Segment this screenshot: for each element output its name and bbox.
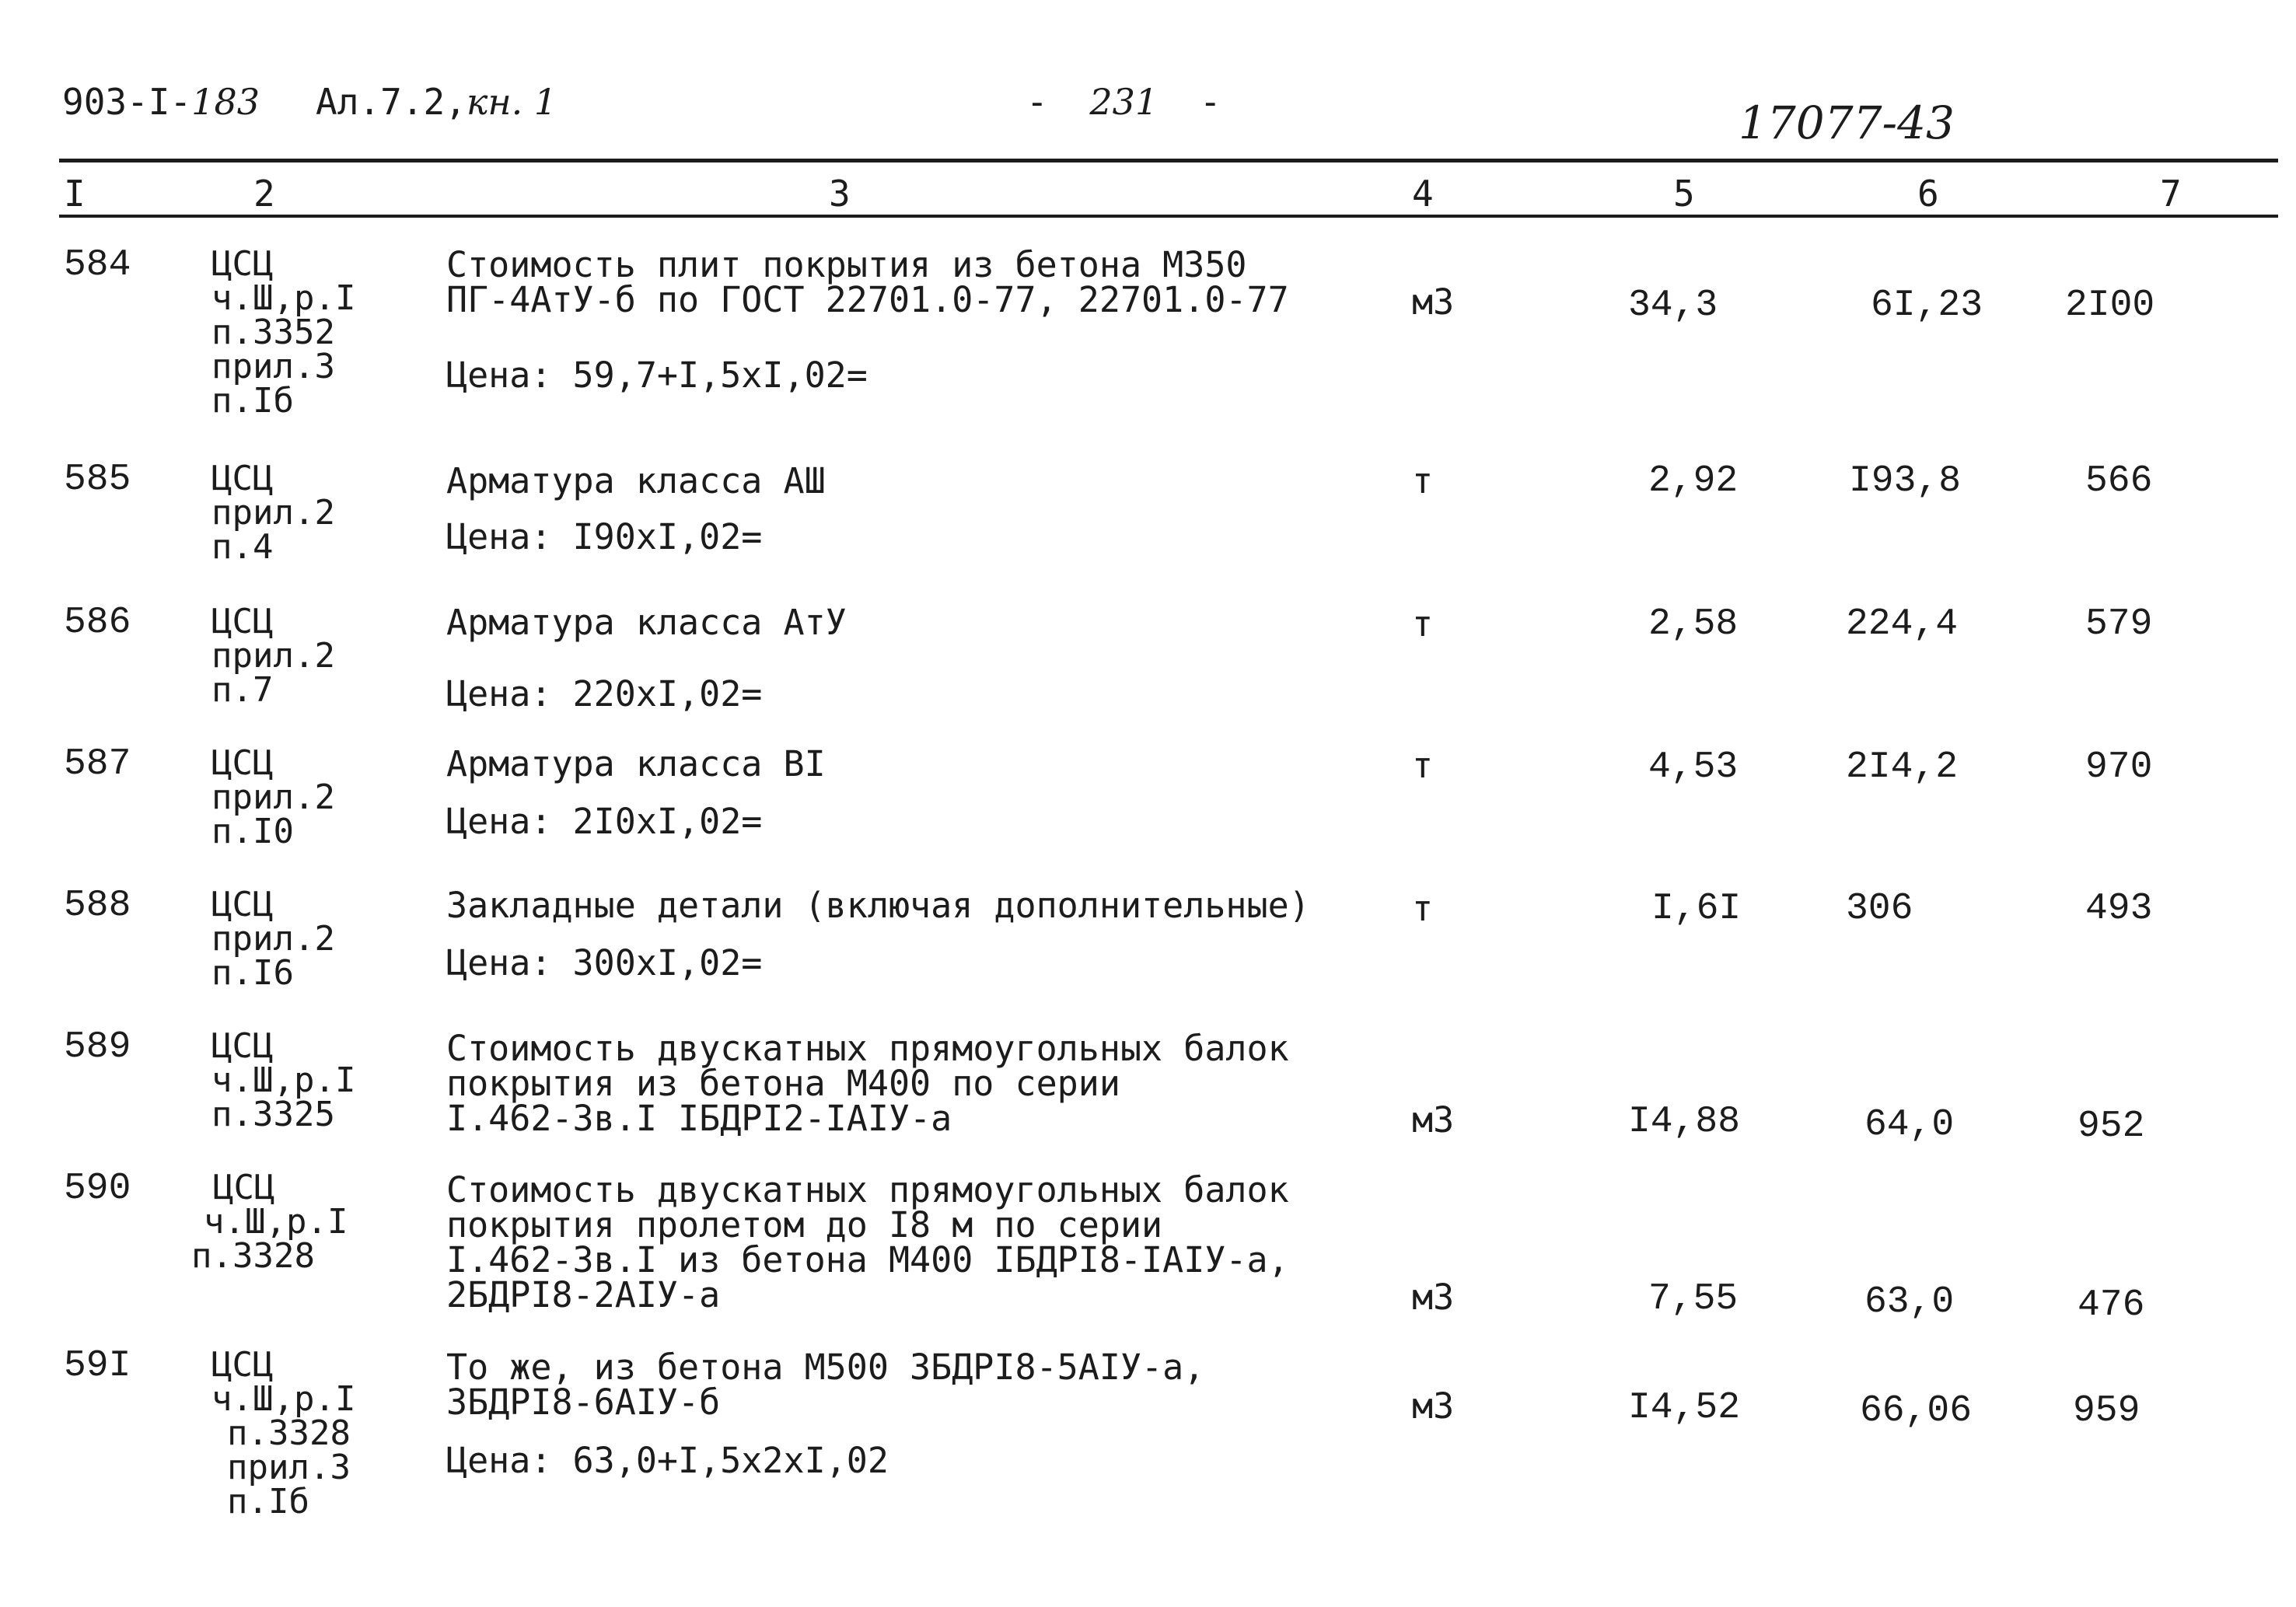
unit-cost-cell: 306	[1846, 888, 1913, 930]
row-number: 589	[64, 1026, 131, 1068]
series-prefix: 903-I-	[62, 81, 192, 123]
unit-cost-cell: 64,0	[1864, 1104, 1955, 1146]
description-cell	[446, 602, 847, 643]
description-cell	[446, 743, 826, 784]
reference-cell	[211, 885, 335, 993]
description-line: 2БДРI8-2АIУ-а	[446, 1274, 721, 1315]
unit-cost-cell: 63,0	[1864, 1281, 1955, 1323]
unit-cell: м3	[1412, 1099, 1455, 1141]
reference-cell	[211, 459, 335, 567]
description-line: ПГ-4АтУ-б по ГОСТ 22701.0-77, 22701.0-77	[446, 279, 1289, 320]
description-line: покрытия из бетона М400 по серии	[446, 1063, 1120, 1104]
row-number: 587	[64, 743, 131, 785]
price-formula: Цена: 300хI,02=	[446, 942, 763, 983]
reference-line: п.4	[211, 527, 274, 567]
table-top-rule	[59, 159, 2278, 162]
unit-cell: м3	[1412, 281, 1455, 323]
quantity-cell: 4,53	[1648, 746, 1739, 788]
reference-line: прил.3	[211, 347, 335, 386]
reference-line: ч.Ш,р.I	[211, 1060, 356, 1100]
album-handwritten: кн. 1	[466, 81, 557, 123]
description-line: покрытия пролетом до I8 м по серии	[446, 1204, 1163, 1245]
price-formula: Цена: I90хI,02=	[446, 516, 763, 557]
reference-line: п.3352	[211, 313, 335, 352]
row-number: 588	[64, 885, 131, 927]
column-header-4: 4	[1412, 173, 1434, 215]
reference-line: прил.3	[227, 1448, 351, 1487]
quantity-cell: 34,3	[1628, 285, 1718, 327]
row-number: 59I	[64, 1345, 131, 1387]
column-header-3: 3	[829, 173, 851, 215]
column-header-2: 2	[253, 173, 275, 215]
unit-cost-cell: I93,8	[1849, 460, 1962, 502]
row-number: 585	[64, 459, 131, 501]
description-line: Арматура класса АтУ	[446, 602, 847, 643]
reference-line: ЦСЦ	[211, 743, 274, 783]
total-cell: 2I00	[2065, 285, 2155, 327]
page-dash-right: -	[1199, 81, 1221, 123]
reference-line: п.3325	[211, 1095, 335, 1134]
reference-line: п.3328	[191, 1236, 315, 1276]
description-cell	[446, 885, 1310, 926]
reference-line: прил.2	[211, 493, 335, 533]
reference-cell	[211, 1026, 356, 1134]
reference-line: ч.Ш,р.I	[211, 278, 356, 318]
reference-line: прил.2	[211, 636, 335, 676]
unit-cost-cell: 66,06	[1860, 1390, 1973, 1432]
row-number: 584	[64, 244, 131, 286]
document-number: 17077-43	[1739, 96, 1955, 149]
description-line: I.462-3в.I IБДРI2-IАIУ-а	[446, 1098, 952, 1139]
table-header-rule	[59, 215, 2278, 218]
reference-line: п.Iб	[227, 1482, 309, 1521]
unit-cell: т	[1412, 745, 1434, 786]
description-line: 3БДРI8-6АIУ-б	[446, 1382, 721, 1423]
unit-cost-cell: 6I,23	[1871, 285, 1983, 327]
description-line: Стоимость двускатных прямоугольных балок	[446, 1169, 1289, 1210]
total-cell: 952	[2078, 1106, 2145, 1148]
unit-cell: м3	[1412, 1385, 1455, 1427]
reference-line: ч.Ш,р.I	[204, 1202, 348, 1242]
reference-line: прил.2	[211, 777, 335, 817]
description-line: Стоимость двускатных прямоугольных балок	[446, 1028, 1289, 1069]
total-cell: 579	[2085, 603, 2153, 645]
reference-line: п.I6	[211, 953, 294, 993]
series-handwritten: 183	[191, 81, 260, 123]
reference-line: прил.2	[211, 919, 335, 959]
reference-line: ЦСЦ	[211, 459, 274, 498]
price-formula: Цена: 59,7+I,5хI,02=	[446, 355, 868, 396]
reference-line: ЦСЦ	[211, 1345, 274, 1385]
unit-cost-cell: 224,4	[1846, 603, 1959, 645]
description-line: Стоимость плит покрытия из бетона М350	[446, 244, 1247, 285]
total-cell: 493	[2085, 888, 2153, 930]
total-cell: 476	[2078, 1284, 2145, 1326]
quantity-cell: 2,92	[1648, 460, 1739, 502]
reference-line: ч.Ш,р.I	[211, 1379, 356, 1419]
page-number	[1026, 81, 1221, 123]
unit-cell: т	[1412, 888, 1434, 929]
quantity-cell: I4,52	[1628, 1387, 1741, 1429]
reference-line: ЦСЦ	[211, 244, 274, 284]
reference-cell	[211, 743, 335, 851]
page-number-value: 231	[1089, 81, 1158, 123]
quantity-cell: 2,58	[1648, 603, 1739, 645]
unit-cell: м3	[1412, 1277, 1455, 1318]
price-formula: Цена: 2I0хI,02=	[446, 801, 763, 842]
description-cell	[446, 1347, 1205, 1423]
price-formula: Цена: 63,0+I,5х2хI,02	[446, 1440, 889, 1481]
description-cell	[446, 1169, 1289, 1315]
reference-line: ЦСЦ	[213, 1168, 275, 1207]
reference-line: п.I0	[211, 812, 294, 851]
reference-cell	[211, 602, 335, 710]
reference-line: ЦСЦ	[211, 885, 274, 924]
description-line: Арматура класса ВI	[446, 743, 826, 784]
reference-cell	[211, 1345, 356, 1521]
quantity-cell: I,6I	[1651, 888, 1742, 930]
description-line: То же, из бетона М500 3БДРI8-5АIУ-а,	[446, 1347, 1205, 1388]
price-formula: Цена: 220хI,02=	[446, 673, 763, 714]
description-line: Закладные детали (включая дополнительные)	[446, 885, 1310, 926]
description-cell	[446, 244, 1289, 320]
row-number: 586	[64, 602, 131, 644]
reference-line: п.Iб	[211, 381, 294, 421]
total-cell: 566	[2085, 460, 2153, 502]
album-prefix: Ал.7.2,	[316, 81, 467, 123]
reference-line: ЦСЦ	[211, 602, 274, 641]
column-header-1: I	[64, 173, 86, 215]
column-header-7: 7	[2160, 173, 2182, 215]
total-cell: 959	[2073, 1390, 2140, 1432]
series-code	[62, 81, 260, 123]
total-cell: 970	[2085, 746, 2153, 788]
reference-line: п.3328	[227, 1413, 351, 1453]
quantity-cell: I4,88	[1628, 1101, 1741, 1143]
reference-cell	[191, 1168, 348, 1276]
unit-cell: т	[1412, 603, 1434, 645]
reference-line: п.7	[211, 670, 274, 710]
description-cell	[446, 460, 826, 501]
description-cell	[446, 1028, 1289, 1139]
unit-cell: т	[1412, 460, 1434, 501]
column-header-5: 5	[1673, 173, 1695, 215]
row-number: 590	[64, 1168, 131, 1210]
quantity-cell: 7,55	[1648, 1278, 1739, 1320]
unit-cost-cell: 2I4,2	[1846, 746, 1959, 788]
page-dash-left: -	[1026, 81, 1048, 123]
reference-cell	[211, 244, 356, 421]
description-line: Арматура класса АШ	[446, 460, 826, 501]
description-line: I.462-3в.I из бетона М400 IБДРI8-IАIУ-а,	[446, 1239, 1289, 1280]
reference-line: ЦСЦ	[211, 1026, 274, 1066]
column-header-6: 6	[1917, 173, 1939, 215]
album-code	[316, 81, 557, 123]
